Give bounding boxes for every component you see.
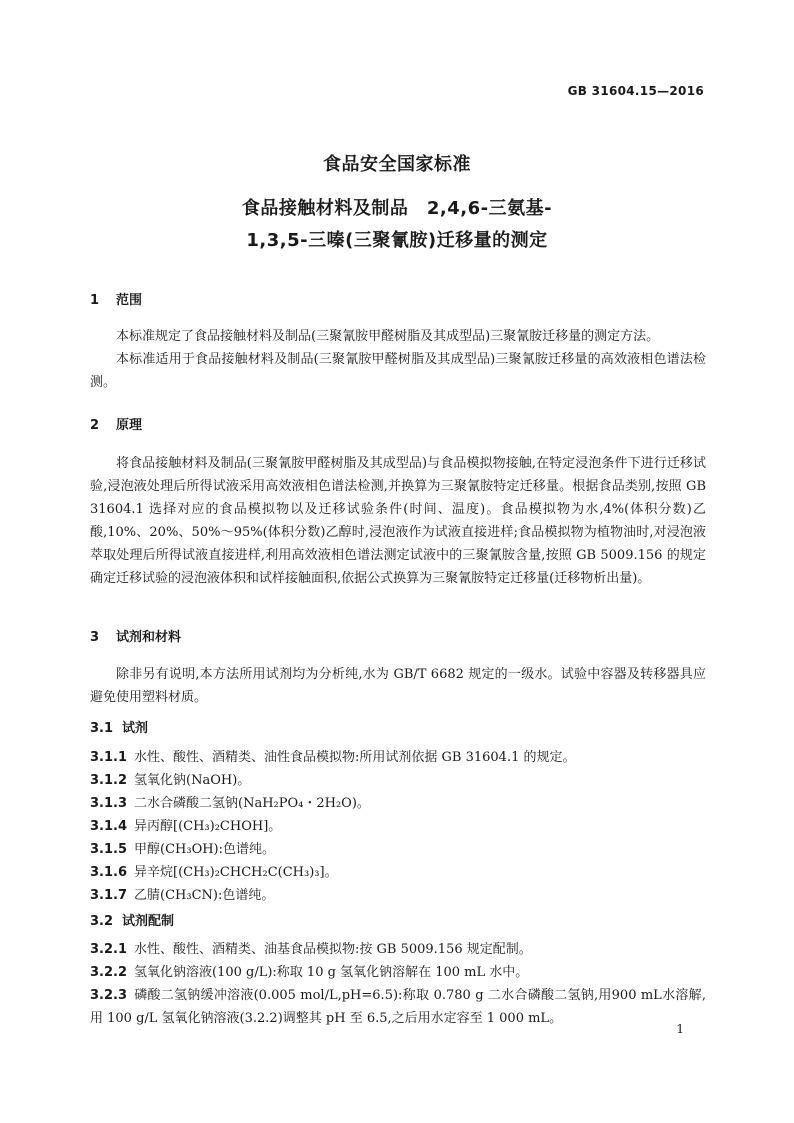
item-number: 3.2.3 <box>90 988 128 1003</box>
item-number: 3.1.2 <box>90 773 128 788</box>
subsection-3-1-heading <box>90 717 148 736</box>
item-text: 甲醇(CH₃OH):色谱纯。 <box>134 842 276 857</box>
item-text: 异丙醇[(CH₃)₂CHOH]。 <box>134 819 282 834</box>
list-item <box>90 938 706 961</box>
item-number: 3.2.2 <box>90 965 128 980</box>
item-number: 3.1.5 <box>90 842 128 857</box>
subsection-number: 3.2 <box>90 914 114 929</box>
item-number: 3.1.4 <box>90 819 128 834</box>
title-line-3: 1,3,5-三嗪(三聚氰胺)迁移量的测定 <box>246 230 548 251</box>
section-number: 3 <box>90 630 100 645</box>
section-title: 原理 <box>116 418 143 433</box>
section-2-heading <box>90 414 142 433</box>
section-2-paragraph-1: 将食品接触材料及制品(三聚氰胺甲醛树脂及其成型品)与食品模拟物接触,在特定浸泡条件下进行迁移试验,浸泡液处理后所得试液采用高效液相色谱法检测,并换算为三聚氰胺特定迁移量。根据食品类别,按照 GB 31604.1 选择对应的食品模拟物以及迁移试验条件(时间、温度)。食品模拟物为水,4%(体积分数)乙酸,10%、20%、50%～95%(体积分数)乙醇时,浸泡液作为试液直接进样;食品模拟物为植物油时,对浸泡液萃取处理后所得试液直接进样,利用高效液相色谱法测定试液中的三聚氰胺含量,按照 GB 5009.156 的规定确定迁移试验的浸泡液体积和试样接触面积,依据公式换算为三聚氰胺特定迁移量(迁移物析出量)。 <box>90 456 706 586</box>
page-number: 1 <box>676 1022 684 1036</box>
list-item <box>90 984 706 1030</box>
list-item <box>90 884 706 907</box>
subsection-number: 3.1 <box>90 721 114 736</box>
subsection-3-2-heading <box>90 910 174 929</box>
section-3-paragraph-1: 除非另有说明,本方法所用试剂均为分析纯,水为 GB/T 6682 规定的一级水。试验中容器及转移器具应避免使用塑料材质。 <box>90 667 706 705</box>
item-number: 3.1.1 <box>90 750 128 765</box>
item-text: 水性、酸性、酒精类、油性食品模拟物:所用试剂依据 GB 31604.1 的规定。 <box>134 750 576 765</box>
list-item <box>90 815 706 838</box>
list-item <box>90 961 706 984</box>
section-3-heading <box>90 626 181 645</box>
item-text: 氢氧化钠溶液(100 g/L):称取 10 g 氢氧化钠溶解在 100 mL 水中。 <box>134 965 529 980</box>
subsection-title: 试剂配制 <box>122 914 175 929</box>
item-number: 3.1.6 <box>90 865 128 880</box>
item-number: 3.1.3 <box>90 796 128 811</box>
list-item <box>90 769 706 792</box>
section-number: 2 <box>90 418 100 433</box>
standard-code: GB 31604.15—2016 <box>567 84 704 98</box>
item-text: 二水合磷酸二氢钠(NaH₂PO₄・2H₂O)。 <box>134 796 370 811</box>
section-title: 试剂和材料 <box>116 630 182 645</box>
section-title: 范围 <box>116 293 143 308</box>
title-line-2: 食品接触材料及制品 2,4,6-三氨基- <box>241 198 553 219</box>
item-text: 乙腈(CH₃CN):色谱纯。 <box>134 888 275 903</box>
item-text: 水性、酸性、酒精类、油基食品模拟物:按 GB 5009.156 规定配制。 <box>134 942 532 957</box>
item-number: 3.1.7 <box>90 888 128 903</box>
list-item <box>90 746 706 769</box>
list-item <box>90 838 706 861</box>
section-1-paragraph-1: 本标准规定了食品接触材料及制品(三聚氰胺甲醛树脂及其成型品)三聚氰胺迁移量的测定方法。 <box>116 329 660 344</box>
section-number: 1 <box>90 293 100 308</box>
section-1-paragraph-2: 本标准适用于食品接触材料及制品(三聚氰胺甲醛树脂及其成型品)三聚氰胺迁移量的高效液相色谱法检测。 <box>90 352 706 390</box>
item-text: 磷酸二氢钠缓冲溶液(0.005 mol/L,pH=6.5):称取 0.780 g 二水合磷酸二氢钠,用900 mL水溶解,用 100 g/L 氢氧化钠溶液(3.2.2)调整其 pH 至 6.5,之后用水定容至 1 000 mL。 <box>90 988 706 1026</box>
list-item <box>90 792 706 815</box>
section-1-heading <box>90 289 142 308</box>
list-item <box>90 861 706 884</box>
item-number: 3.2.1 <box>90 942 128 957</box>
subsection-title: 试剂 <box>122 721 149 736</box>
item-text: 氢氧化钠(NaOH)。 <box>134 773 251 788</box>
title-line-1: 食品安全国家标准 <box>323 154 471 175</box>
item-text: 异辛烷[(CH₃)₂CHCH₂C(CH₃)₃]。 <box>134 865 338 880</box>
